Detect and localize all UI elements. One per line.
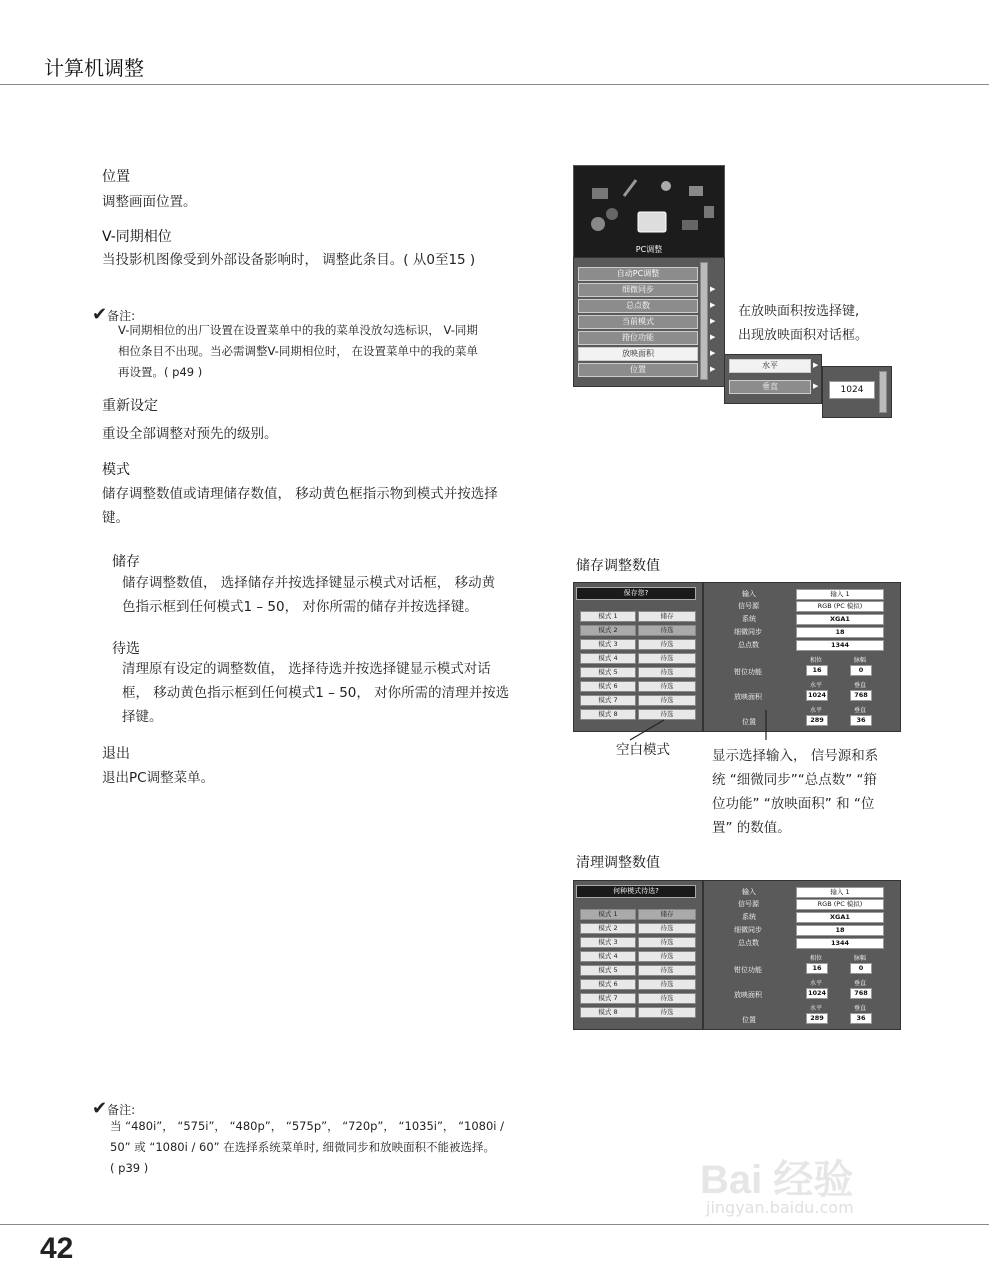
callout-line: 统 “细微同步”“总点数” “箝 xyxy=(712,772,878,788)
menu-scrollbar[interactable] xyxy=(700,262,708,380)
mode-row-label[interactable]: 模式 2 xyxy=(580,625,636,636)
info-label: 水平 xyxy=(810,980,823,987)
note2-label: 备注: xyxy=(107,1103,136,1117)
callout-line: 置” 的数值。 xyxy=(712,820,791,836)
mode-row-state[interactable]: 储存 xyxy=(638,611,696,622)
mode-row-label[interactable]: 模式 6 xyxy=(580,979,636,990)
mode-row-label[interactable]: 模式 3 xyxy=(580,639,636,650)
info-value: XGA1 xyxy=(796,912,884,923)
mode-row-label[interactable]: 模式 8 xyxy=(580,1007,636,1018)
person-icon xyxy=(661,181,671,191)
info-value: 0 xyxy=(850,963,872,974)
callout-info xyxy=(712,744,878,840)
info-label: 信号源 xyxy=(738,602,759,610)
arrow-right-icon: ▶ xyxy=(813,382,819,390)
mode-row-label[interactable]: 模式 4 xyxy=(580,653,636,664)
info-label: 系统 xyxy=(742,615,756,623)
info-value: 18 xyxy=(796,925,884,936)
info-value: 16 xyxy=(806,963,828,974)
info-label: 放映面积 xyxy=(734,693,762,701)
mode-row-label[interactable]: 模式 7 xyxy=(580,993,636,1004)
info-label: 细微同步 xyxy=(734,926,762,934)
info-label: 位置 xyxy=(742,718,756,726)
area-value[interactable]: 1024 xyxy=(829,381,875,399)
mode-row-state[interactable]: 储存 xyxy=(638,909,696,920)
menu-item-fine-sync[interactable]: 细微同步 xyxy=(578,283,698,297)
laptop-icon xyxy=(638,212,666,232)
arrow-right-icon: ▶ xyxy=(813,361,819,369)
mode-row-state[interactable]: 待选 xyxy=(638,681,696,692)
caption-store: 储存调整数值 xyxy=(576,558,660,574)
note2-line: 当 “480i”， “575i”， “480p”， “575p”， “720p”， “1035i”， “1080i / xyxy=(110,1119,505,1133)
sound-icon xyxy=(606,208,618,220)
mode-row-state[interactable]: 待选 xyxy=(638,653,696,664)
mode-row-state[interactable]: 待选 xyxy=(638,923,696,934)
info-label: 钳位功能 xyxy=(734,966,762,974)
info-value: XGA1 xyxy=(796,614,884,625)
store-dialog-title: 保存您? xyxy=(576,587,696,600)
info-value: RGB (PC 模拟) xyxy=(796,899,884,910)
submenu-item-vertical[interactable]: 垂直 xyxy=(729,380,811,394)
menu-list xyxy=(573,257,725,387)
mode-row-label[interactable]: 模式 1 xyxy=(580,611,636,622)
mode-row-label[interactable]: 模式 2 xyxy=(580,923,636,934)
caption-clear: 清理调整数值 xyxy=(576,855,660,871)
free-line: 择键。 xyxy=(122,709,163,725)
info-label: 放映面积 xyxy=(734,991,762,999)
note1-line: V-同期相位的出厂设置在设置菜单中的我的菜单没放勾选标识， V-同期 xyxy=(118,323,478,337)
submenu-item-horizontal[interactable]: 水平 xyxy=(729,359,811,373)
page-number: 42 xyxy=(40,1232,74,1265)
watermark-url: jingyan.baidu.com xyxy=(706,1198,854,1217)
camera-icon xyxy=(689,186,703,196)
menu-item-current-mode[interactable]: 当前模式 xyxy=(578,315,698,329)
info-value: 0 xyxy=(850,665,872,676)
menu-icon-panel xyxy=(573,165,725,259)
mode-row-state[interactable]: 待选 xyxy=(638,639,696,650)
mode-row-state[interactable]: 待选 xyxy=(638,993,696,1004)
text-store xyxy=(122,571,495,619)
info-label: 脉幅 xyxy=(854,657,867,664)
note1-label: 备注: xyxy=(107,309,136,323)
info-value: 16 xyxy=(806,665,828,676)
note2-line: 50” 或 “1080i / 60” 在选择系统菜单时, 细微同步和放映面积不能被选择。 xyxy=(110,1140,496,1154)
menu-item-clamp[interactable]: 箝位功能 xyxy=(578,331,698,345)
bottom-rule xyxy=(0,1224,989,1225)
check-icon: ✔ xyxy=(92,1098,108,1119)
info-value: 768 xyxy=(850,988,872,999)
menu-item-position[interactable]: 位置 xyxy=(578,363,698,377)
info-value: 289 xyxy=(806,1013,828,1024)
value-scrollbar[interactable] xyxy=(879,371,887,413)
mode-row-state[interactable]: 待选 xyxy=(638,965,696,976)
text-free xyxy=(122,657,509,729)
mode-row-label[interactable]: 模式 6 xyxy=(580,681,636,692)
info-label: 位置 xyxy=(742,1016,756,1024)
info-label: 水平 xyxy=(810,682,823,689)
info-label: 垂直 xyxy=(854,707,867,714)
store-line: 色指示框到任何模式1 – 50， 对你所需的储存并按选择键。 xyxy=(122,599,478,615)
info-label: 输入 xyxy=(742,590,756,598)
clear-info-panel xyxy=(703,880,901,1030)
heading-mode: 模式 xyxy=(102,462,130,478)
note1-body xyxy=(118,320,478,383)
mode-line: 储存调整数值或请理储存数值， 移动黄色框指示物到模式并按选择 xyxy=(102,486,498,502)
mode-row-state[interactable]: 待选 xyxy=(638,1007,696,1018)
mode-row-state[interactable]: 待选 xyxy=(638,709,696,720)
heading-reset: 重新设定 xyxy=(102,398,158,414)
store-line: 储存调整数值， 选择储存并按选择键显示模式对话框， 移动黄 xyxy=(122,575,496,591)
mode-row-state[interactable]: 待选 xyxy=(638,667,696,678)
info-value: RGB (PC 模拟) xyxy=(796,601,884,612)
menu-item-display-area[interactable]: 放映面积 xyxy=(578,347,698,361)
text-mode xyxy=(102,482,498,530)
info-label: 总点数 xyxy=(738,939,759,947)
arrow-right-icon: ▶ xyxy=(710,301,716,309)
mode-row-label[interactable]: 模式 3 xyxy=(580,937,636,948)
info-value: 36 xyxy=(850,715,872,726)
mode-row-state[interactable]: 待选 xyxy=(638,625,696,636)
projector-icon xyxy=(682,220,698,230)
icon-bubble xyxy=(591,217,605,231)
text-reset: 重设全部调整对预先的级别。 xyxy=(102,426,278,442)
note2-line: ( p39 ) xyxy=(110,1161,149,1175)
tool-icon xyxy=(624,180,636,196)
info-label: 信号源 xyxy=(738,900,759,908)
info-value: 768 xyxy=(850,690,872,701)
mode-line: 键。 xyxy=(102,510,129,526)
info-value: 18 xyxy=(796,627,884,638)
mode-row-label[interactable]: 模式 7 xyxy=(580,695,636,706)
arrow-right-icon: ▶ xyxy=(710,317,716,325)
check-icon: ✔ xyxy=(92,304,108,325)
info-label: 水平 xyxy=(810,1005,823,1012)
note1-line: 相位条目不出现。当必需调整V-同期相位时， 在设置菜单中的我的菜单 xyxy=(118,344,478,358)
info-label: 垂直 xyxy=(854,682,867,689)
info-value: 36 xyxy=(850,1013,872,1024)
text-quit: 退出PC调整菜单。 xyxy=(102,770,215,786)
mode-row-label[interactable]: 模式 5 xyxy=(580,667,636,678)
info-value: 1344 xyxy=(796,938,884,949)
setting-icon xyxy=(704,206,714,218)
heading-quit: 退出 xyxy=(102,746,130,762)
top-rule xyxy=(0,84,989,85)
info-label: 系统 xyxy=(742,913,756,921)
arrow-right-icon: ▶ xyxy=(710,285,716,293)
info-value: 输入 1 xyxy=(796,887,884,898)
info-label: 总点数 xyxy=(738,641,759,649)
blank-mode-arrow xyxy=(630,720,664,740)
info-value: 289 xyxy=(806,715,828,726)
info-label: 垂直 xyxy=(854,1005,867,1012)
mode-row-label[interactable]: 模式 8 xyxy=(580,709,636,720)
info-label: 脉幅 xyxy=(854,955,867,962)
text-vsync: 当投影机图像受到外部设备影响时， 调整此条目。( 从0至15 ) xyxy=(102,252,476,268)
callout-line: 位功能” “放映面积” 和 “位 xyxy=(712,796,875,812)
info-label: 相位 xyxy=(810,955,823,962)
arrow-right-icon: ▶ xyxy=(710,333,716,341)
info-value: 1024 xyxy=(807,989,827,997)
info-value: 1024 xyxy=(807,691,827,699)
clear-mode-list xyxy=(573,880,703,1030)
mode-row-label[interactable]: 模式 5 xyxy=(580,965,636,976)
info-label: 相位 xyxy=(810,657,823,664)
info-label: 垂直 xyxy=(854,980,867,987)
mode-row-label[interactable]: 模式 4 xyxy=(580,951,636,962)
page-title: 计算机调整 xyxy=(44,56,144,80)
heading-position: 位置 xyxy=(102,169,130,185)
mode-row-state[interactable]: 待选 xyxy=(638,695,696,706)
heading-free: 待选 xyxy=(112,641,140,657)
image-icon xyxy=(592,188,608,199)
menu-item-auto-pc[interactable]: 自动PC调整 xyxy=(578,267,698,281)
info-label: 钳位功能 xyxy=(734,668,762,676)
heading-store: 储存 xyxy=(112,554,140,570)
callout-line: 出现放映面积对话框。 xyxy=(738,328,869,343)
text-position: 调整画面位置。 xyxy=(102,194,197,210)
note2-body xyxy=(110,1116,504,1179)
mode-row-state[interactable]: 待选 xyxy=(638,951,696,962)
watermark-logo: Bai 经验 xyxy=(700,1158,854,1202)
free-line: 框， 移动黄色指示框到任何模式1 – 50， 对你所需的清理并按选 xyxy=(122,685,510,701)
arrow-right-icon: ▶ xyxy=(710,365,716,373)
note1-line: 再设置。( p49 ) xyxy=(118,365,203,379)
info-value: 1344 xyxy=(796,640,884,651)
value-dialog xyxy=(822,366,892,418)
callout-line: 在放映面积按选择键, xyxy=(738,304,860,319)
display-area-submenu xyxy=(724,354,822,404)
menu-callout xyxy=(738,300,868,348)
info-label: 细微同步 xyxy=(734,628,762,636)
heading-vsync: V-同期相位 xyxy=(102,229,172,245)
clear-dialog-title: 何种模式待选? xyxy=(576,885,696,898)
menu-item-total-dots[interactable]: 总点数 xyxy=(578,299,698,313)
arrow-right-icon: ▶ xyxy=(710,349,716,357)
mode-row-label[interactable]: 模式 1 xyxy=(580,909,636,920)
info-value: 输入 1 xyxy=(796,589,884,600)
mode-row-state[interactable]: 待选 xyxy=(638,937,696,948)
info-label: 输入 xyxy=(742,888,756,896)
callout-line: 显示选择输入， 信号源和系 xyxy=(712,748,879,764)
info-label: 水平 xyxy=(810,707,823,714)
free-line: 清理原有设定的调整数值， 选择待选并按选择键显示模式对话 xyxy=(122,661,491,677)
menu-title: PC调整 xyxy=(635,245,663,254)
callout-blank-mode: 空白模式 xyxy=(616,742,670,758)
mode-row-state[interactable]: 待选 xyxy=(638,979,696,990)
